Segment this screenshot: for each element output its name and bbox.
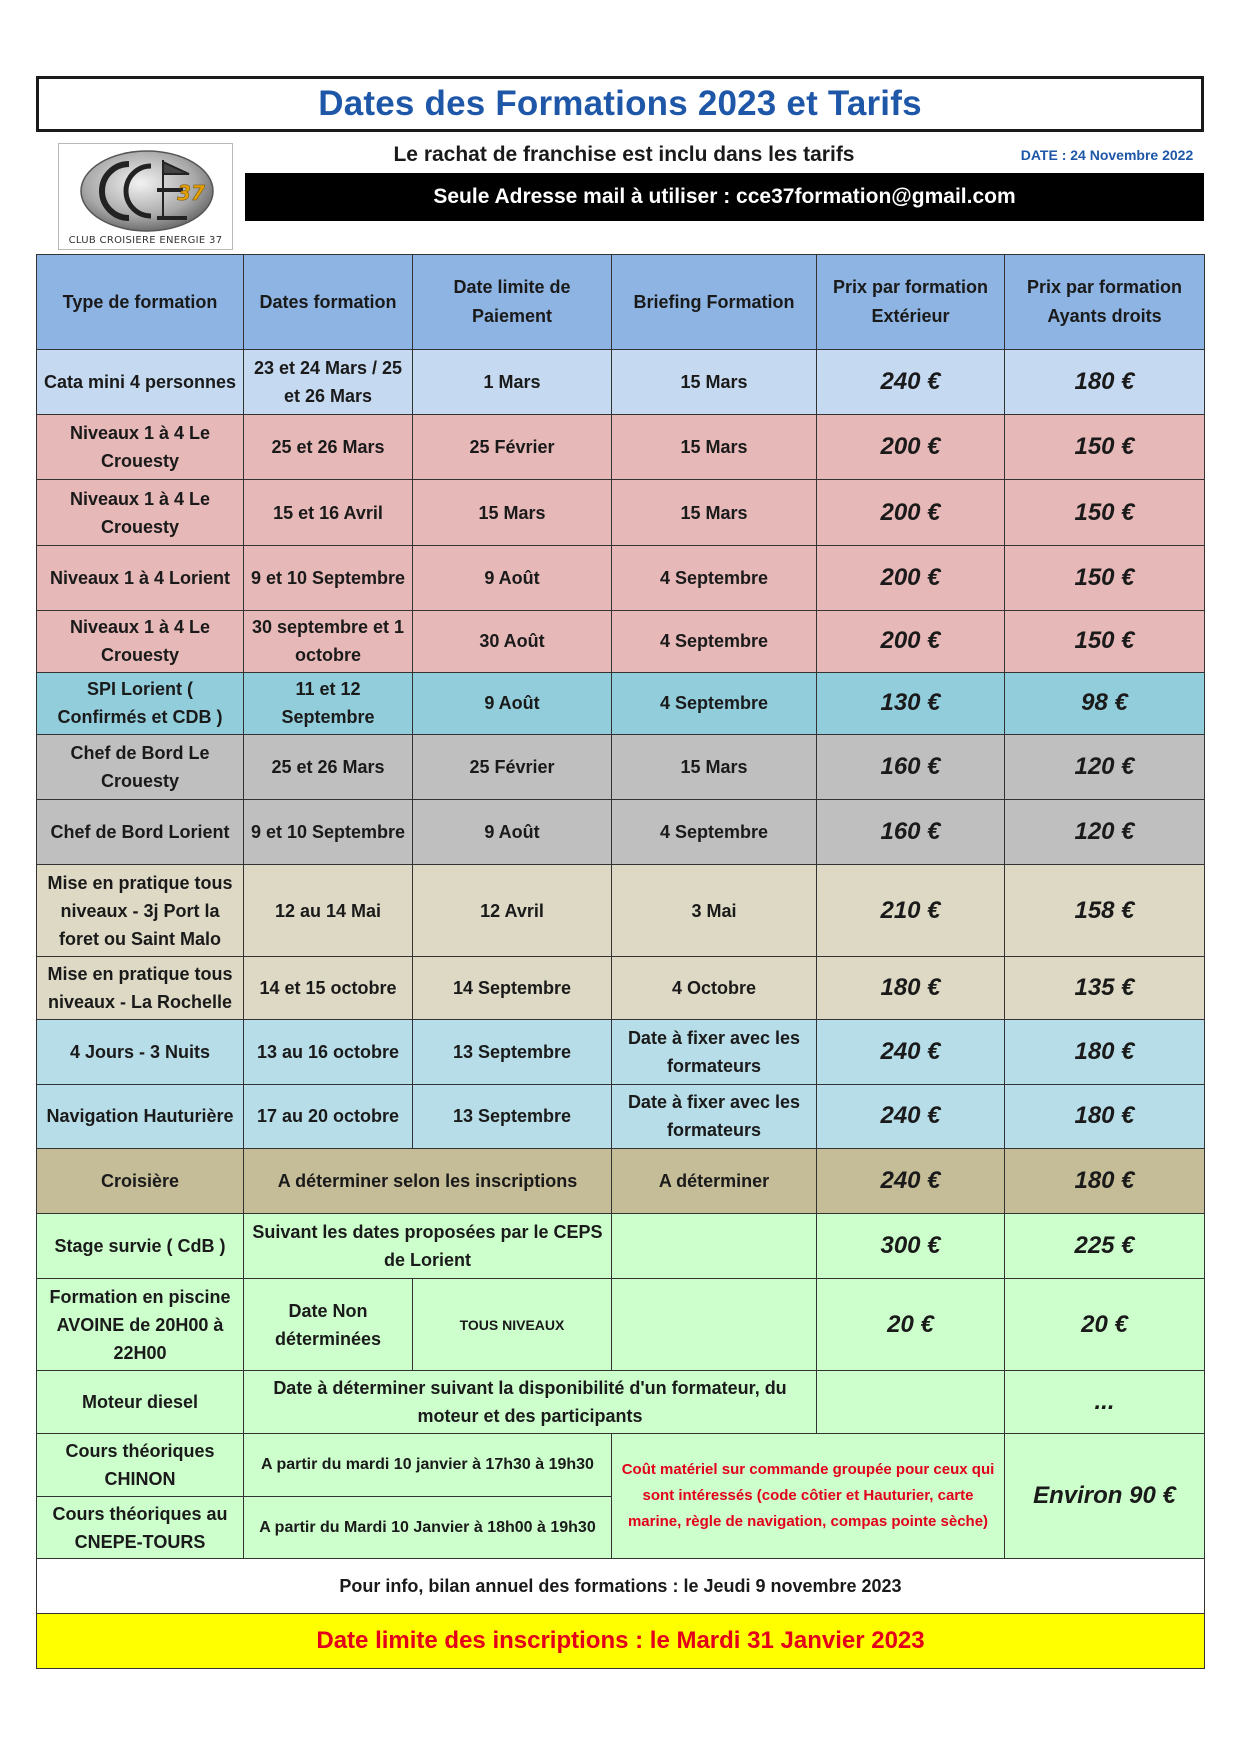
cell-price-ext: 240 € bbox=[817, 1019, 1005, 1084]
cell-type: Cours théoriques CHINON bbox=[37, 1434, 244, 1497]
cell-briefing: Date à fixer avec les formateurs bbox=[612, 1019, 817, 1084]
cell-dates: 23 et 24 Mars / 25 et 26 Mars bbox=[244, 350, 413, 415]
header-price-ext: Prix par formation Extérieur bbox=[817, 255, 1005, 350]
cell-briefing: 4 Septembre bbox=[612, 800, 817, 865]
table-row bbox=[37, 415, 1205, 480]
cell-briefing: 15 Mars bbox=[612, 415, 817, 480]
cell-type: SPI Lorient ( Confirmés et CDB ) bbox=[37, 672, 244, 734]
logo-emblem bbox=[59, 144, 234, 234]
cell-briefing: 15 Mars bbox=[612, 734, 817, 799]
table-row bbox=[37, 734, 1205, 799]
cell-deadline: 12 Avril bbox=[413, 865, 612, 957]
cell-briefing: 15 Mars bbox=[612, 350, 817, 415]
cell-price-ext: 180 € bbox=[817, 957, 1005, 1019]
cell-type: Niveaux 1 à 4 Lorient bbox=[37, 545, 244, 610]
table-row bbox=[37, 350, 1205, 415]
cell-dates: 15 et 16 Avril bbox=[244, 480, 413, 545]
cell-dates: Date à déterminer suivant la disponibilité d'un formateur, du moteur et des participants bbox=[244, 1371, 817, 1434]
title-box bbox=[36, 76, 1204, 132]
cell-type: Croisière bbox=[37, 1148, 244, 1213]
cell-price-ext: 240 € bbox=[817, 350, 1005, 415]
table-row bbox=[37, 1213, 1205, 1278]
cell-deadline: 9 Août bbox=[413, 672, 612, 734]
cell-dates: Suivant les dates proposées par le CEPS de Lorient bbox=[244, 1213, 612, 1278]
cell-dates: A déterminer selon les inscriptions bbox=[244, 1148, 612, 1213]
cell-price-ext: 200 € bbox=[817, 545, 1005, 610]
cell-briefing: 4 Octobre bbox=[612, 957, 817, 1019]
table-row bbox=[37, 1084, 1205, 1148]
cell-dates: 30 septembre et 1 octobre bbox=[244, 610, 413, 672]
cell-deadline: 13 Septembre bbox=[413, 1084, 612, 1148]
cell-briefing bbox=[612, 1213, 817, 1278]
cell-price-ext: 20 € bbox=[817, 1279, 1005, 1371]
cell-type: Chef de Bord Le Crouesty bbox=[37, 734, 244, 799]
theory-price: Environ 90 € bbox=[1005, 1434, 1205, 1558]
cell-briefing: 4 Septembre bbox=[612, 545, 817, 610]
table-header-row bbox=[37, 255, 1205, 350]
cell-type: Moteur diesel bbox=[37, 1371, 244, 1434]
cell-deadline: 14 Septembre bbox=[413, 957, 612, 1019]
cell-dates: 9 et 10 Septembre bbox=[244, 545, 413, 610]
table-row bbox=[37, 1371, 1205, 1434]
cell-type: Navigation Hauturière bbox=[37, 1084, 244, 1148]
table-row bbox=[37, 1434, 1205, 1497]
header-price-ad: Prix par formation Ayants droits bbox=[1005, 255, 1205, 350]
cell-briefing: 15 Mars bbox=[612, 480, 817, 545]
table-row bbox=[37, 672, 1205, 734]
cell-type: Mise en pratique tous niveaux - 3j Port la foret ou Saint Malo bbox=[37, 865, 244, 957]
header-type: Type de formation bbox=[37, 255, 244, 350]
cell-dates: Date Non déterminées bbox=[244, 1279, 413, 1371]
cell-briefing: 4 Septembre bbox=[612, 610, 817, 672]
cell-dates: 14 et 15 octobre bbox=[244, 957, 413, 1019]
cell-type: Chef de Bord Lorient bbox=[37, 800, 244, 865]
formations-table bbox=[36, 254, 1205, 1669]
cell-dates: A partir du mardi 10 janvier à 17h30 à 19h30 bbox=[244, 1434, 612, 1497]
table-row bbox=[37, 480, 1205, 545]
cell-briefing bbox=[612, 1279, 817, 1371]
cell-price-ad: 180 € bbox=[1005, 1019, 1205, 1084]
annual-review-note: Pour info, bilan annuel des formations : le Jeudi 9 novembre 2023 bbox=[37, 1558, 1205, 1613]
cell-price-ad: 120 € bbox=[1005, 800, 1205, 865]
cell-briefing: 3 Mai bbox=[612, 865, 817, 957]
cell-deadline: 9 Août bbox=[413, 800, 612, 865]
cell-price-ad: 158 € bbox=[1005, 865, 1205, 957]
cell-price-ad: 135 € bbox=[1005, 957, 1205, 1019]
cell-price-ad: 180 € bbox=[1005, 350, 1205, 415]
cell-type: Mise en pratique tous niveaux - La Rochelle bbox=[37, 957, 244, 1019]
email-banner: Seule Adresse mail à utiliser : cce37formation@gmail.com bbox=[245, 173, 1204, 221]
table-row bbox=[37, 865, 1205, 957]
cell-price-ext: 200 € bbox=[817, 415, 1005, 480]
page-title: Dates des Formations 2023 et Tarifs bbox=[318, 84, 922, 123]
cell-deadline: 15 Mars bbox=[413, 480, 612, 545]
table-row bbox=[37, 957, 1205, 1019]
cell-dates: 9 et 10 Septembre bbox=[244, 800, 413, 865]
cell-price-ext: 240 € bbox=[817, 1084, 1005, 1148]
registration-deadline: Date limite des inscriptions : le Mardi 31 Janvier 2023 bbox=[37, 1613, 1205, 1668]
cell-type: Formation en piscine AVOINE de 20H00 à 22H00 bbox=[37, 1279, 244, 1371]
cell-deadline: 25 Février bbox=[413, 415, 612, 480]
cell-price-ad: 98 € bbox=[1005, 672, 1205, 734]
cell-price-ad: 180 € bbox=[1005, 1084, 1205, 1148]
cell-type: Niveaux 1 à 4 Le Crouesty bbox=[37, 480, 244, 545]
cell-dates: 13 au 16 octobre bbox=[244, 1019, 413, 1084]
cell-price-ext bbox=[817, 1371, 1005, 1434]
cell-price-ad: 150 € bbox=[1005, 545, 1205, 610]
cell-price-ad: 180 € bbox=[1005, 1148, 1205, 1213]
table-row bbox=[37, 1019, 1205, 1084]
table-row bbox=[37, 610, 1205, 672]
cell-price-ext: 200 € bbox=[817, 480, 1005, 545]
header-deadline: Date limite de Paiement bbox=[413, 255, 612, 350]
document-date: DATE : 24 Novembre 2022 bbox=[1020, 147, 1194, 163]
cell-dates: A partir du Mardi 10 Janvier à 18h00 à 19h30 bbox=[244, 1497, 612, 1558]
cell-deadline: 1 Mars bbox=[413, 350, 612, 415]
logo-badge: 37 bbox=[177, 181, 205, 205]
cell-briefing: Date à fixer avec les formateurs bbox=[612, 1084, 817, 1148]
cell-briefing: 4 Septembre bbox=[612, 672, 817, 734]
deadline-row bbox=[37, 1613, 1205, 1668]
theory-material-note: Coût matériel sur commande groupée pour ceux qui sont intéressés (code côtier et Hauturier, carte marine, règle de navigation, compas pointe sèche) bbox=[612, 1434, 1005, 1558]
header-briefing: Briefing Formation bbox=[612, 255, 817, 350]
cell-dates: 12 au 14 Mai bbox=[244, 865, 413, 957]
cell-price-ext: 160 € bbox=[817, 734, 1005, 799]
cell-type: Cours théoriques au CNEPE-TOURS bbox=[37, 1497, 244, 1558]
cell-dates: 17 au 20 octobre bbox=[244, 1084, 413, 1148]
table-row bbox=[37, 1279, 1205, 1371]
table-row bbox=[37, 800, 1205, 865]
cell-briefing: A déterminer bbox=[612, 1148, 817, 1213]
cell-type: Niveaux 1 à 4 Le Crouesty bbox=[37, 610, 244, 672]
cell-type: Stage survie ( CdB ) bbox=[37, 1213, 244, 1278]
cell-deadline: 9 Août bbox=[413, 545, 612, 610]
cell-price-ext: 210 € bbox=[817, 865, 1005, 957]
cell-type: Cata mini 4 personnes bbox=[37, 350, 244, 415]
cell-dates: 25 et 26 Mars bbox=[244, 734, 413, 799]
table-row bbox=[37, 545, 1205, 610]
cell-deadline: 13 Septembre bbox=[413, 1019, 612, 1084]
cell-type: 4 Jours - 3 Nuits bbox=[37, 1019, 244, 1084]
cell-deadline: 30 Août bbox=[413, 610, 612, 672]
logo-caption: CLUB CROISIERE ENERGIE 37 bbox=[68, 235, 223, 246]
cell-price-ad: 20 € bbox=[1005, 1279, 1205, 1371]
table-row bbox=[37, 1148, 1205, 1213]
cell-price-ext: 130 € bbox=[817, 672, 1005, 734]
header-dates: Dates formation bbox=[244, 255, 413, 350]
cell-price-ext: 300 € bbox=[817, 1213, 1005, 1278]
cell-price-ad: 120 € bbox=[1005, 734, 1205, 799]
cell-price-ad: 225 € bbox=[1005, 1213, 1205, 1278]
cell-price-ext: 160 € bbox=[817, 800, 1005, 865]
cell-type: Niveaux 1 à 4 Le Crouesty bbox=[37, 415, 244, 480]
franchise-note: Le rachat de franchise est inclu dans les tarifs bbox=[393, 143, 855, 166]
cell-price-ad: 150 € bbox=[1005, 415, 1205, 480]
cell-deadline: TOUS NIVEAUX bbox=[413, 1279, 612, 1371]
cell-price-ad: 150 € bbox=[1005, 480, 1205, 545]
cell-price-ext: 240 € bbox=[817, 1148, 1005, 1213]
cell-price-ad: ... bbox=[1005, 1371, 1205, 1434]
cell-dates: 25 et 26 Mars bbox=[244, 415, 413, 480]
cell-price-ad: 150 € bbox=[1005, 610, 1205, 672]
club-logo bbox=[58, 143, 233, 250]
cell-price-ext: 200 € bbox=[817, 610, 1005, 672]
cell-dates: 11 et 12 Septembre bbox=[244, 672, 413, 734]
cell-deadline: 25 Février bbox=[413, 734, 612, 799]
info-row bbox=[37, 1558, 1205, 1613]
